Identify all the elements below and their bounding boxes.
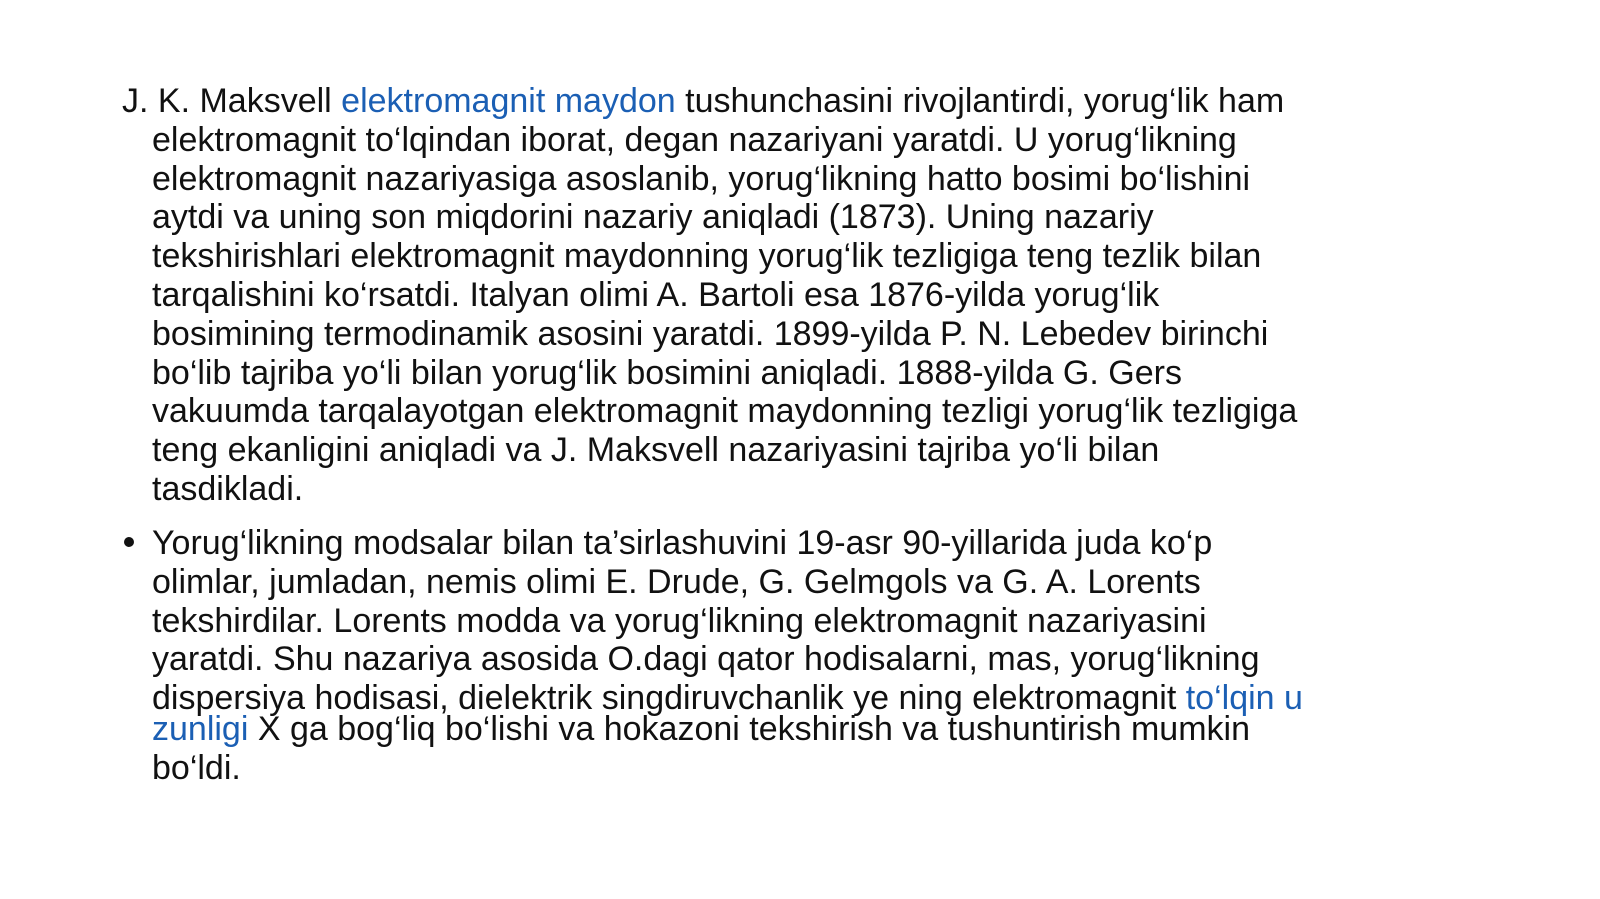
- paragraph-line: tasdikladi.: [152, 469, 304, 508]
- link-tolqin-uzunligi[interactable]: to‘lqin u: [1185, 679, 1303, 718]
- paragraph-lorentz: [0, 524, 1600, 788]
- paragraph-text: J. K. Maksvell: [122, 82, 342, 120]
- paragraph-line: teng ekanligini aniqladi va J. Maksvell nazariyasini tajriba yo‘li bilan: [152, 431, 1160, 470]
- paragraph-line: [0, 82, 1600, 121]
- link-tolqin-uzunligi-cont[interactable]: zunligi: [152, 709, 249, 748]
- paragraph-line: aytdi va uning son miqdorini nazariy aniqladi (1873). Uning nazariy: [152, 198, 1154, 237]
- paragraph-line: vakuumda tarqalayotgan elektromagnit maydonning tezligi yorug‘lik tezligiga: [152, 392, 1298, 431]
- paragraph-line: tarqalishini ko‘rsatdi. Italyan olimi A. Bartoli esa 1876-yilda yorug‘lik: [152, 275, 1160, 314]
- paragraph-text: X ga bog‘liq bo‘lishi va hokazoni tekshirish va tushuntirish mumkin: [248, 709, 1250, 748]
- link-elektromagnit-maydon[interactable]: elektromagnit maydon: [341, 82, 676, 120]
- paragraph-line: olimlar, jumladan, nemis olimi E. Drude, G. Gelmgols va G. A. Lorents: [152, 562, 1201, 601]
- paragraph-line: bo‘lib tajriba yo‘li bilan yorug‘lik bosimini aniqladi. 1888-yilda G. Gers: [152, 353, 1182, 392]
- paragraph-line: [0, 524, 1600, 563]
- paragraph-line: bosimining termodinamik asosini yaratdi. 1899-yilda P. N. Lebedev birinchi: [152, 314, 1269, 353]
- paragraph-line: tekshirishlari elektromagnit maydonning yorug‘lik tezligiga teng tezlik bilan: [152, 237, 1262, 276]
- paragraph-line: [0, 710, 1600, 749]
- paragraph-text: dispersiya hodisasi, dielektrik singdiruvchanlik ye ning elektromagnit: [152, 679, 1186, 718]
- paragraph-line: yaratdi. Shu nazariya asosida O.dagi qator hodisalarni, mas, yorug‘likning: [152, 640, 1260, 679]
- paragraph-line: tekshirdilar. Lorents modda va yorug‘likning elektromagnit nazariyasini: [152, 601, 1207, 640]
- paragraph-line: elektromagnit to‘lqindan iborat, degan nazariyani yaratdi. U yorug‘likning: [152, 120, 1237, 159]
- paragraph-line: elektromagnit nazariyasiga asoslanib, yorug‘likning hatto bosimi bo‘lishini: [152, 159, 1251, 198]
- bullet-icon: [122, 524, 152, 563]
- paragraph-maxwell: [0, 82, 1600, 509]
- paragraph-text: Yorug‘likning modsalar bilan ta’sirlashuvini 19-asr 90-yillarida juda ko‘p: [152, 524, 1213, 562]
- paragraph-line: bo‘ldi.: [152, 748, 241, 787]
- paragraph-text: tushunchasini rivojlantirdi, yorug‘lik ham: [675, 82, 1285, 120]
